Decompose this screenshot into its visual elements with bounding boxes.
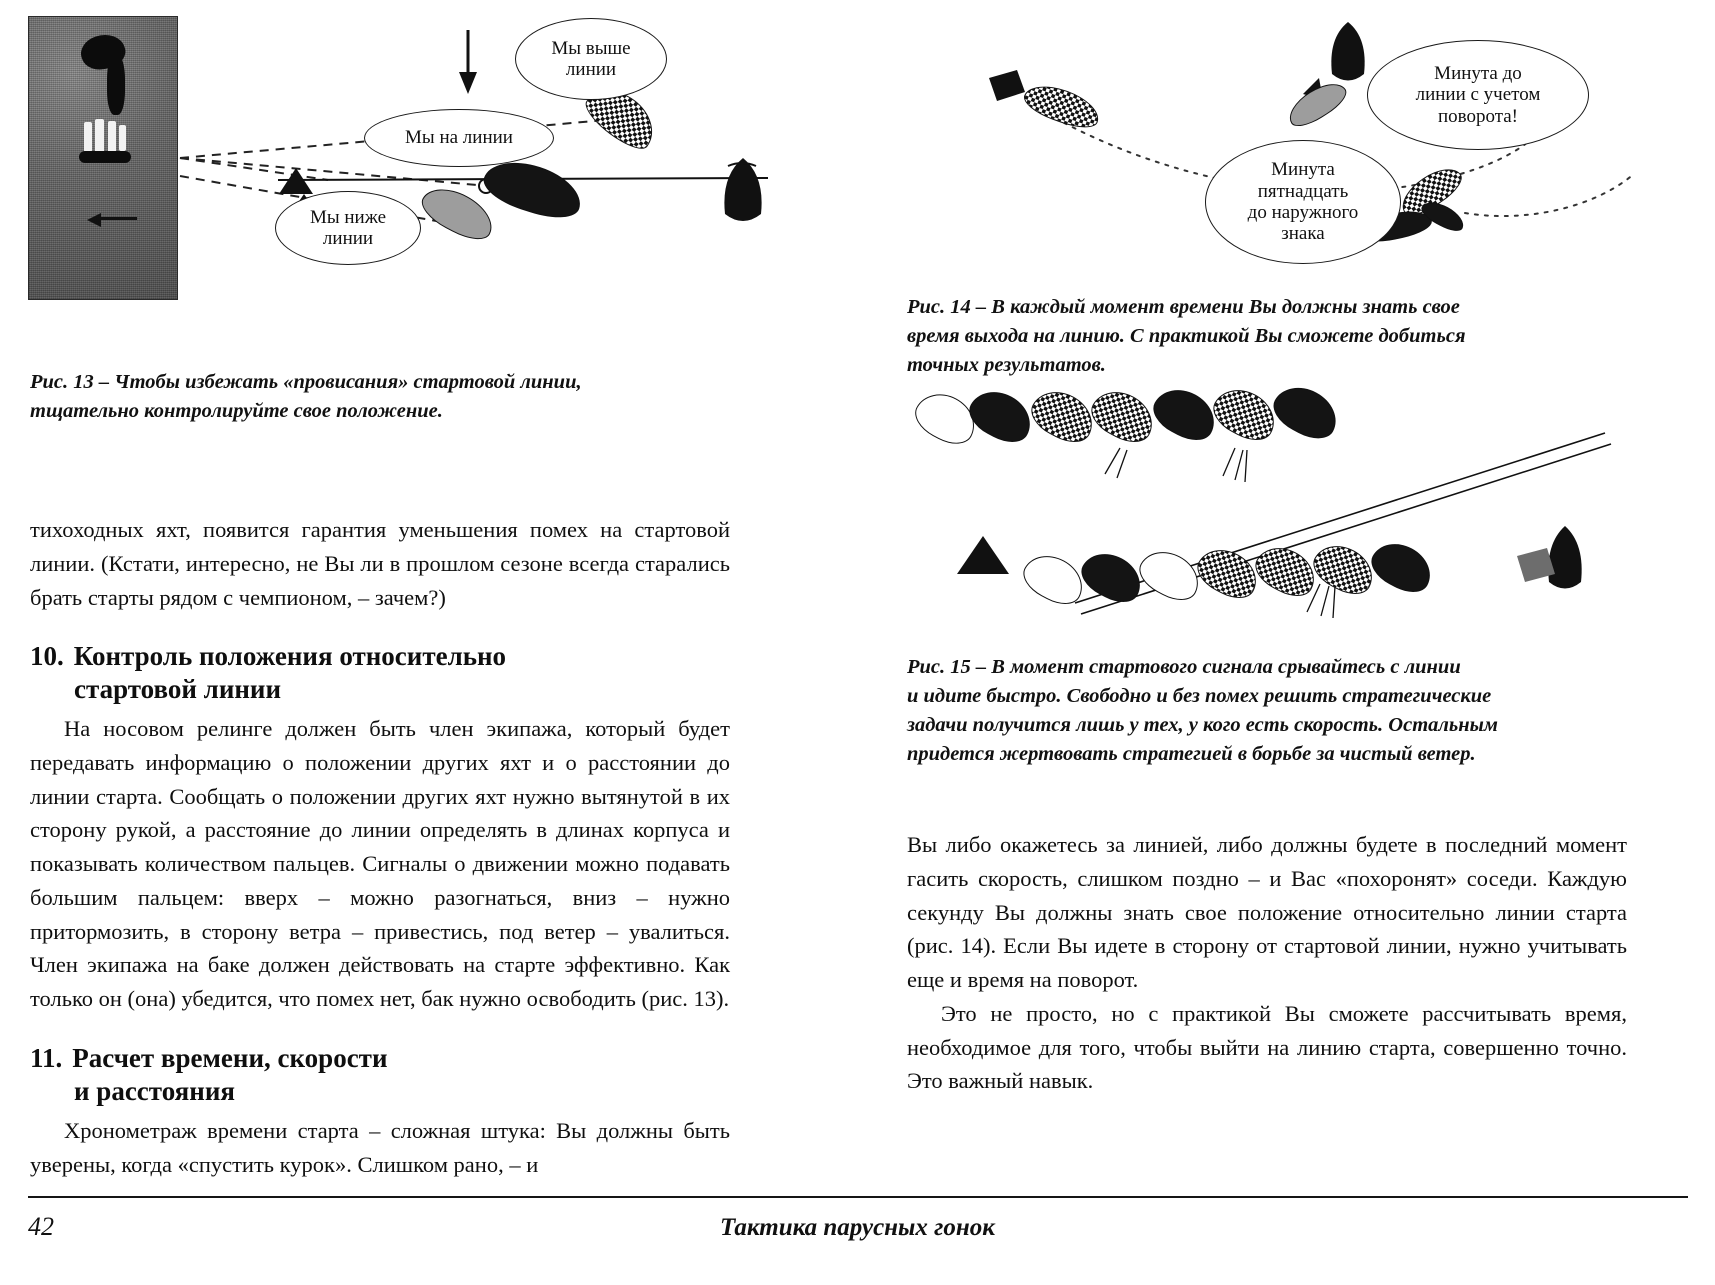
right-column: [905, 8, 1695, 1188]
figure-14-caption-line-1: Рис. 14 – В каждый момент времени Вы должны знать свое: [907, 296, 1460, 318]
callout-minute-fifteen-text4: знака: [1281, 223, 1325, 245]
callout-above-line: [515, 18, 667, 100]
figure-15-caption: [907, 653, 1637, 769]
callout-minute-fifteen: [1205, 140, 1401, 264]
figure-15-caption-line-1: Рис. 15 – В момент стартового сигнала срывайтесь с линии: [907, 656, 1461, 678]
page-number: 42: [28, 1212, 54, 1241]
left-column-body: [30, 513, 730, 1181]
footer-divider: [28, 1196, 1688, 1198]
heading-11-line-1: Расчет времени, скорости: [72, 1042, 388, 1073]
callout-minute-fifteen-text3: до наружного: [1247, 202, 1359, 223]
callout-below-line-text2: линии: [322, 228, 374, 249]
figure-14: [905, 8, 1695, 288]
callout-above-line-text2: линии: [565, 59, 617, 80]
figure-13-diagram: [28, 8, 818, 328]
callout-below-line-text1: Мы ниже: [309, 206, 387, 228]
heading-11-line-2: и расстояния: [74, 1075, 236, 1106]
figure-13: [28, 8, 818, 328]
callout-on-line-text: Мы на линии: [405, 127, 513, 149]
figure-13-caption-line-1: Рис. 13 – Чтобы избежать «провисания» стартовой линии,: [30, 371, 582, 393]
callout-minute-to-line-text3: поворота!: [1437, 105, 1519, 127]
callout-below-line: [275, 191, 421, 265]
callout-above-line-text1: Мы выше: [551, 37, 631, 59]
figure-13-caption-line-2: тщательно контролируйте свое положение.: [30, 400, 443, 423]
heading-10-line-1: Контроль положения относительно: [73, 641, 507, 672]
heading-10: [30, 640, 730, 706]
callout-minute-fifteen-text2: пятнадцать: [1257, 180, 1349, 202]
callout-minute-fifteen-text1: Минута: [1271, 159, 1335, 181]
heading-10-number: 10.: [30, 641, 64, 672]
figure-13-caption: [30, 368, 730, 426]
figure-15-caption-line-4: придется жертвовать стратегией в борьбе за чистый ветер.: [907, 743, 1476, 766]
callout-on-line: [364, 109, 554, 167]
heading-11: [30, 1042, 730, 1108]
heading-11-number: 11.: [30, 1042, 63, 1073]
left-paragraph-2: На носовом релинге должен быть член экипажа, который будет передавать информацию о положении других яхт и о расстоянии до линии старта. Сообщать о положении других яхт нужно вытянутой в их сторону рукой, а расстояние до линии определять в длинах корпуса и показывать количеством пальцев. Сигналы о движении можно подавать большим пальцем: вверх – можно разогнаться, вниз – нужно притормозить, в сторону ветра – привестись, под ветер – увалиться. Член экипажа на баке должен действовать на старте эффективно. Как только он (она) убедится, что помех нет, бак нужно освободить (рис. 13).: [30, 716, 730, 1012]
callout-minute-to-line: [1367, 40, 1589, 150]
figure-15-caption-line-2: и идите быстро. Свободно и без помех решить стратегические: [907, 685, 1492, 708]
right-paragraph-2: Это не просто, но с практикой Вы сможете рассчитывать время, необходимое для того, чтобы выйти на линию старта, совершенно точно. Это важный навык.: [907, 1000, 1627, 1094]
right-paragraph-1: Вы либо окажетесь за линией, либо должны будете в последний момент гасить скорость, слишком поздно – и Вас «похоронят» соседи. Каждую секунду Вы должны знать свое положение относительно линии старта (рис. 14). Если Вы идете в сторону от стартовой линии, нужно учитывать еще и время на поворот.: [907, 832, 1627, 992]
left-paragraph-3: Хронометраж времени старта – сложная штука: Вы должны быть уверены, когда «спустить курок». Слишком рано, – и: [30, 1117, 730, 1177]
figure-15: [905, 388, 1695, 638]
left-column: [28, 8, 818, 1188]
figure-14-caption-line-3: точных результатов.: [907, 354, 1106, 377]
figure-14-caption-line-2: время выхода на линию. С практикой Вы сможете добиться: [907, 325, 1466, 348]
callout-minute-to-line-text1: Минута до: [1434, 63, 1522, 85]
callout-minute-to-line-text2: линии с учетом: [1415, 84, 1541, 106]
running-head: Тактика парусных гонок: [720, 1214, 995, 1241]
figure-14-caption: [907, 293, 1627, 380]
left-paragraph-1: тихоходных яхт, появится гарантия уменьшения помех на стартовой линии. (Кстати, интересно, не Вы ли в прошлом сезоне всегда старались брать старты рядом с чемпионом, – зачем?): [30, 517, 730, 610]
figure-15-caption-line-3: задачи получится лишь у тех, у кого есть скорость. Остальным: [907, 714, 1498, 737]
heading-10-line-2: стартовой линии: [74, 674, 282, 705]
right-column-body: [907, 828, 1627, 1098]
